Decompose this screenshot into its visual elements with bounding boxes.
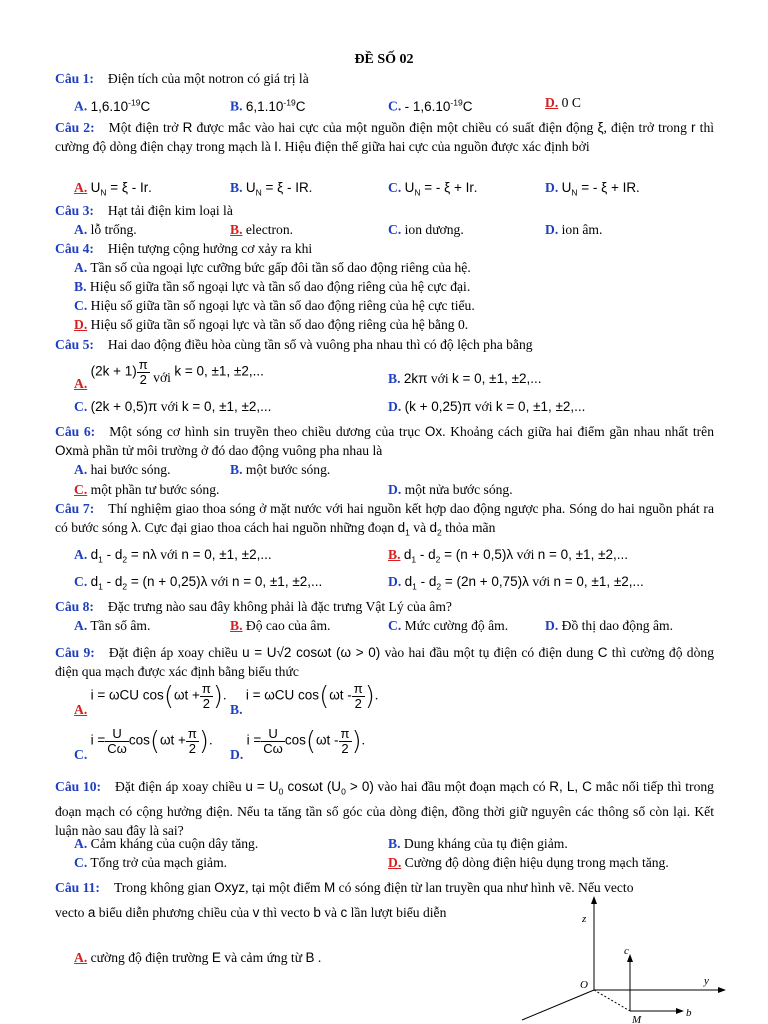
option-b[interactable]: B. $U_N = \xi$ - IR.	[230, 180, 313, 198]
option-a[interactable]: A. Tần số của ngoại lực cưỡng bức gấp đôi tần số dao động riêng của hệ.	[74, 260, 471, 275]
fig-c-label: c	[624, 945, 629, 957]
option-c[interactable]: C. (2k + 0,5)π với k = 0, ±1, ±2,...	[74, 399, 272, 414]
question-11: Câu 11: Trong không gian Oxyz, tại một điểm M có sóng điện từ lan truyền qua như hình vẽ. Nếu vecto	[55, 880, 634, 895]
option-b[interactable]: B. một bước sóng.	[230, 462, 331, 477]
option-a-correct[interactable]: A. i = ωCU cos(ωt + $\frac{\pi}{2}$ ).	[74, 681, 227, 717]
guide-line	[594, 990, 630, 1011]
option-d[interactable]: D. Đồ thị dao động âm.	[545, 618, 674, 633]
option-c[interactable]: C. ion dương.	[388, 222, 464, 237]
y-arrowhead	[718, 987, 726, 993]
option-d-correct[interactable]: D. Hiệu số giữa tần số ngoại lực và tần số dao động riêng của hệ bằng 0.	[74, 317, 469, 332]
option-d[interactable]: D. $d_1 - d_2 = (2n + 0,75)\lambda$ với n = 0, ±1, ±2,...	[388, 574, 644, 592]
question-6: Câu 6: Một sóng cơ hình sin truyền theo chiều dương của trục Ox. Khoảng cách giữa hai điểm gần nhau nhất trên Oxmà phần tử môi trường ở đó dao động vuông pha nhau là	[55, 424, 714, 458]
option-c[interactable]: C. $d_1 - d_2 = (n + 0,25)\lambda$ với n = 0, ±1, ±2,...	[74, 574, 323, 592]
question-text: Điện tích của một notron có giá trị là	[107, 71, 309, 86]
option-b-correct[interactable]: B. electron.	[230, 222, 294, 237]
option-b-correct[interactable]: B. Độ cao của âm.	[230, 618, 331, 633]
option-a[interactable]: A. hai bước sóng.	[74, 462, 171, 477]
question-1	[55, 69, 714, 88]
fig-m-label: M	[632, 1014, 642, 1024]
question-4: Câu 4: Hiện tượng cộng hưởng cơ xảy ra khi	[55, 241, 313, 256]
option-d-correct[interactable]: D. 0 C	[545, 95, 581, 110]
option-d[interactable]: D. ion âm.	[545, 222, 603, 237]
option-d[interactable]: D. (k + 0,25)π với k = 0, ±1, ±2,...	[388, 399, 586, 414]
option-d[interactable]: D. $U_N$ = - ξ + IR.	[545, 180, 640, 198]
option-c[interactable]: C. i = $\frac{U}{C\omega}$ cos(ωt + $\frac{\pi}{2}$ ).	[74, 726, 213, 762]
option-b[interactable]: B. 2kπ với k = 0, ±1, ±2,...	[388, 371, 542, 386]
page-title: ĐỀ SỐ 02	[354, 52, 414, 67]
fig-y-label: y	[704, 975, 709, 987]
z-arrowhead	[591, 896, 597, 904]
option-c[interactable]: C. $U_N$ = - ξ + Ir.	[388, 180, 478, 198]
option-a[interactable]: A. Cảm kháng của cuộn dây tăng.	[74, 836, 259, 851]
question-10: Câu 10: Đặt điện áp xoay chiều $u = U_0$ cosωt $(U_0 > 0)$ vào hai đầu một đoạn mạch có R, L, C mắc nối tiếp thì trong đoạn mạch có cộng hưởng điện. Nếu ta tăng tần số góc của dòng điện, đồng thời giữ nguyên các thông số còn lại. Kết luận nào sau đây là sai?	[55, 779, 714, 838]
question-label: Câu 1:	[55, 71, 94, 86]
option-a-correct[interactable]: A. $U_N = \xi - Ir$.	[74, 180, 152, 198]
option-c[interactable]: C. Tổng trở của mạch giảm.	[74, 855, 228, 870]
option-a-correct[interactable]: A. (2k + 1) $\frac{\pi}{2}$ với k = 0, ±1, ±2,...	[74, 357, 264, 391]
b-arrowhead	[676, 1008, 684, 1014]
option-d[interactable]: D. một nửa bước sóng.	[388, 482, 513, 497]
option-c-correct[interactable]: C. một phần tư bước sóng.	[74, 482, 220, 497]
question-2: Câu 2: Một điện trở R được mắc vào hai cực của một nguồn điện một chiều có suất điện động ξ, điện trở trong r thì cường độ dòng điện chạy trong mạch là I. Hiệu điện thế giữa hai cực của nguồn được xác định bởi	[55, 120, 715, 154]
option-a[interactable]: A. lỗ trống.	[74, 222, 137, 237]
option-b[interactable]: B. $6,1.10^{-19}C$	[230, 97, 306, 114]
option-b[interactable]: B. Dung kháng của tụ điện giảm.	[388, 836, 568, 851]
option-a[interactable]: A. Tần số âm.	[74, 618, 151, 633]
question-11-continued: vecto a biểu diễn phương chiều của v thì vecto b và c lần lượt biểu diễn	[55, 905, 447, 920]
option-d[interactable]: D. i = $\frac{U}{C\omega}$ cos(ωt - $\frac{\pi}{2}$ ).	[230, 726, 366, 762]
question-3: Câu 3: Hạt tải điện kim loại là	[55, 203, 233, 218]
question-5: Câu 5: Hai dao động điều hòa cùng tần số và vuông pha nhau thì có độ lệch pha bằng	[55, 337, 533, 352]
fig-o-label: O	[580, 979, 588, 991]
oxyz-figure	[520, 896, 730, 1024]
option-c[interactable]: C. Mức cường độ âm.	[388, 618, 509, 633]
question-7: Câu 7: Thí nghiệm giao thoa sóng ở mặt nước với hai nguồn kết hợp dao động ngược pha. Sóng do hai nguồn phát ra có bước sóng λ. Cực đại giao thoa cách hai nguồn những đoạn $d_1$ và $d_2$ thỏa mãn	[55, 501, 714, 538]
option-b[interactable]: B. i = ωCU cos(ωt - $\frac{\pi}{2}$ ).	[230, 681, 379, 717]
fig-z-label: z	[582, 913, 587, 925]
fig-b-label: b	[686, 1007, 692, 1019]
option-c[interactable]: C. Hiệu số giữa tần số ngoại lực và tần số dao động riêng của hệ cực tiểu.	[74, 298, 475, 313]
option-a[interactable]: A. $d_1 - d_2 = n\lambda$ với n = 0, ±1, ±2,...	[74, 547, 272, 565]
x-axis-line	[522, 990, 594, 1020]
question-8: Câu 8: Đặc trưng nào sau đây không phải là đặc trưng Vật Lý của âm?	[55, 599, 452, 614]
option-a-correct[interactable]: A. cường độ điện trường E và cảm ứng từ B .	[74, 950, 322, 965]
option-d-correct[interactable]: D. Cường độ dòng điện hiệu dụng trong mạch tăng.	[388, 855, 669, 870]
question-9: Câu 9: Đặt điện áp xoay chiều u = U√2 cosωt (ω > 0) vào hai đầu một tụ điện có điện dung C thì cường độ dòng điện qua mạch được xác định bằng biểu thức	[55, 645, 714, 679]
option-a[interactable]: A. $1,6.10^{-19}C$	[74, 97, 151, 114]
option-b-correct[interactable]: B. $d_1 - d_2 = (n + 0,5)\lambda$ với n = 0, ±1, ±2,...	[388, 547, 628, 565]
option-c[interactable]: C. - $1,6.10^{-19}C$	[388, 97, 473, 114]
option-b[interactable]: B. Hiệu số giữa tần số ngoại lực và tần số dao động riêng của hệ cực đại.	[74, 279, 471, 294]
